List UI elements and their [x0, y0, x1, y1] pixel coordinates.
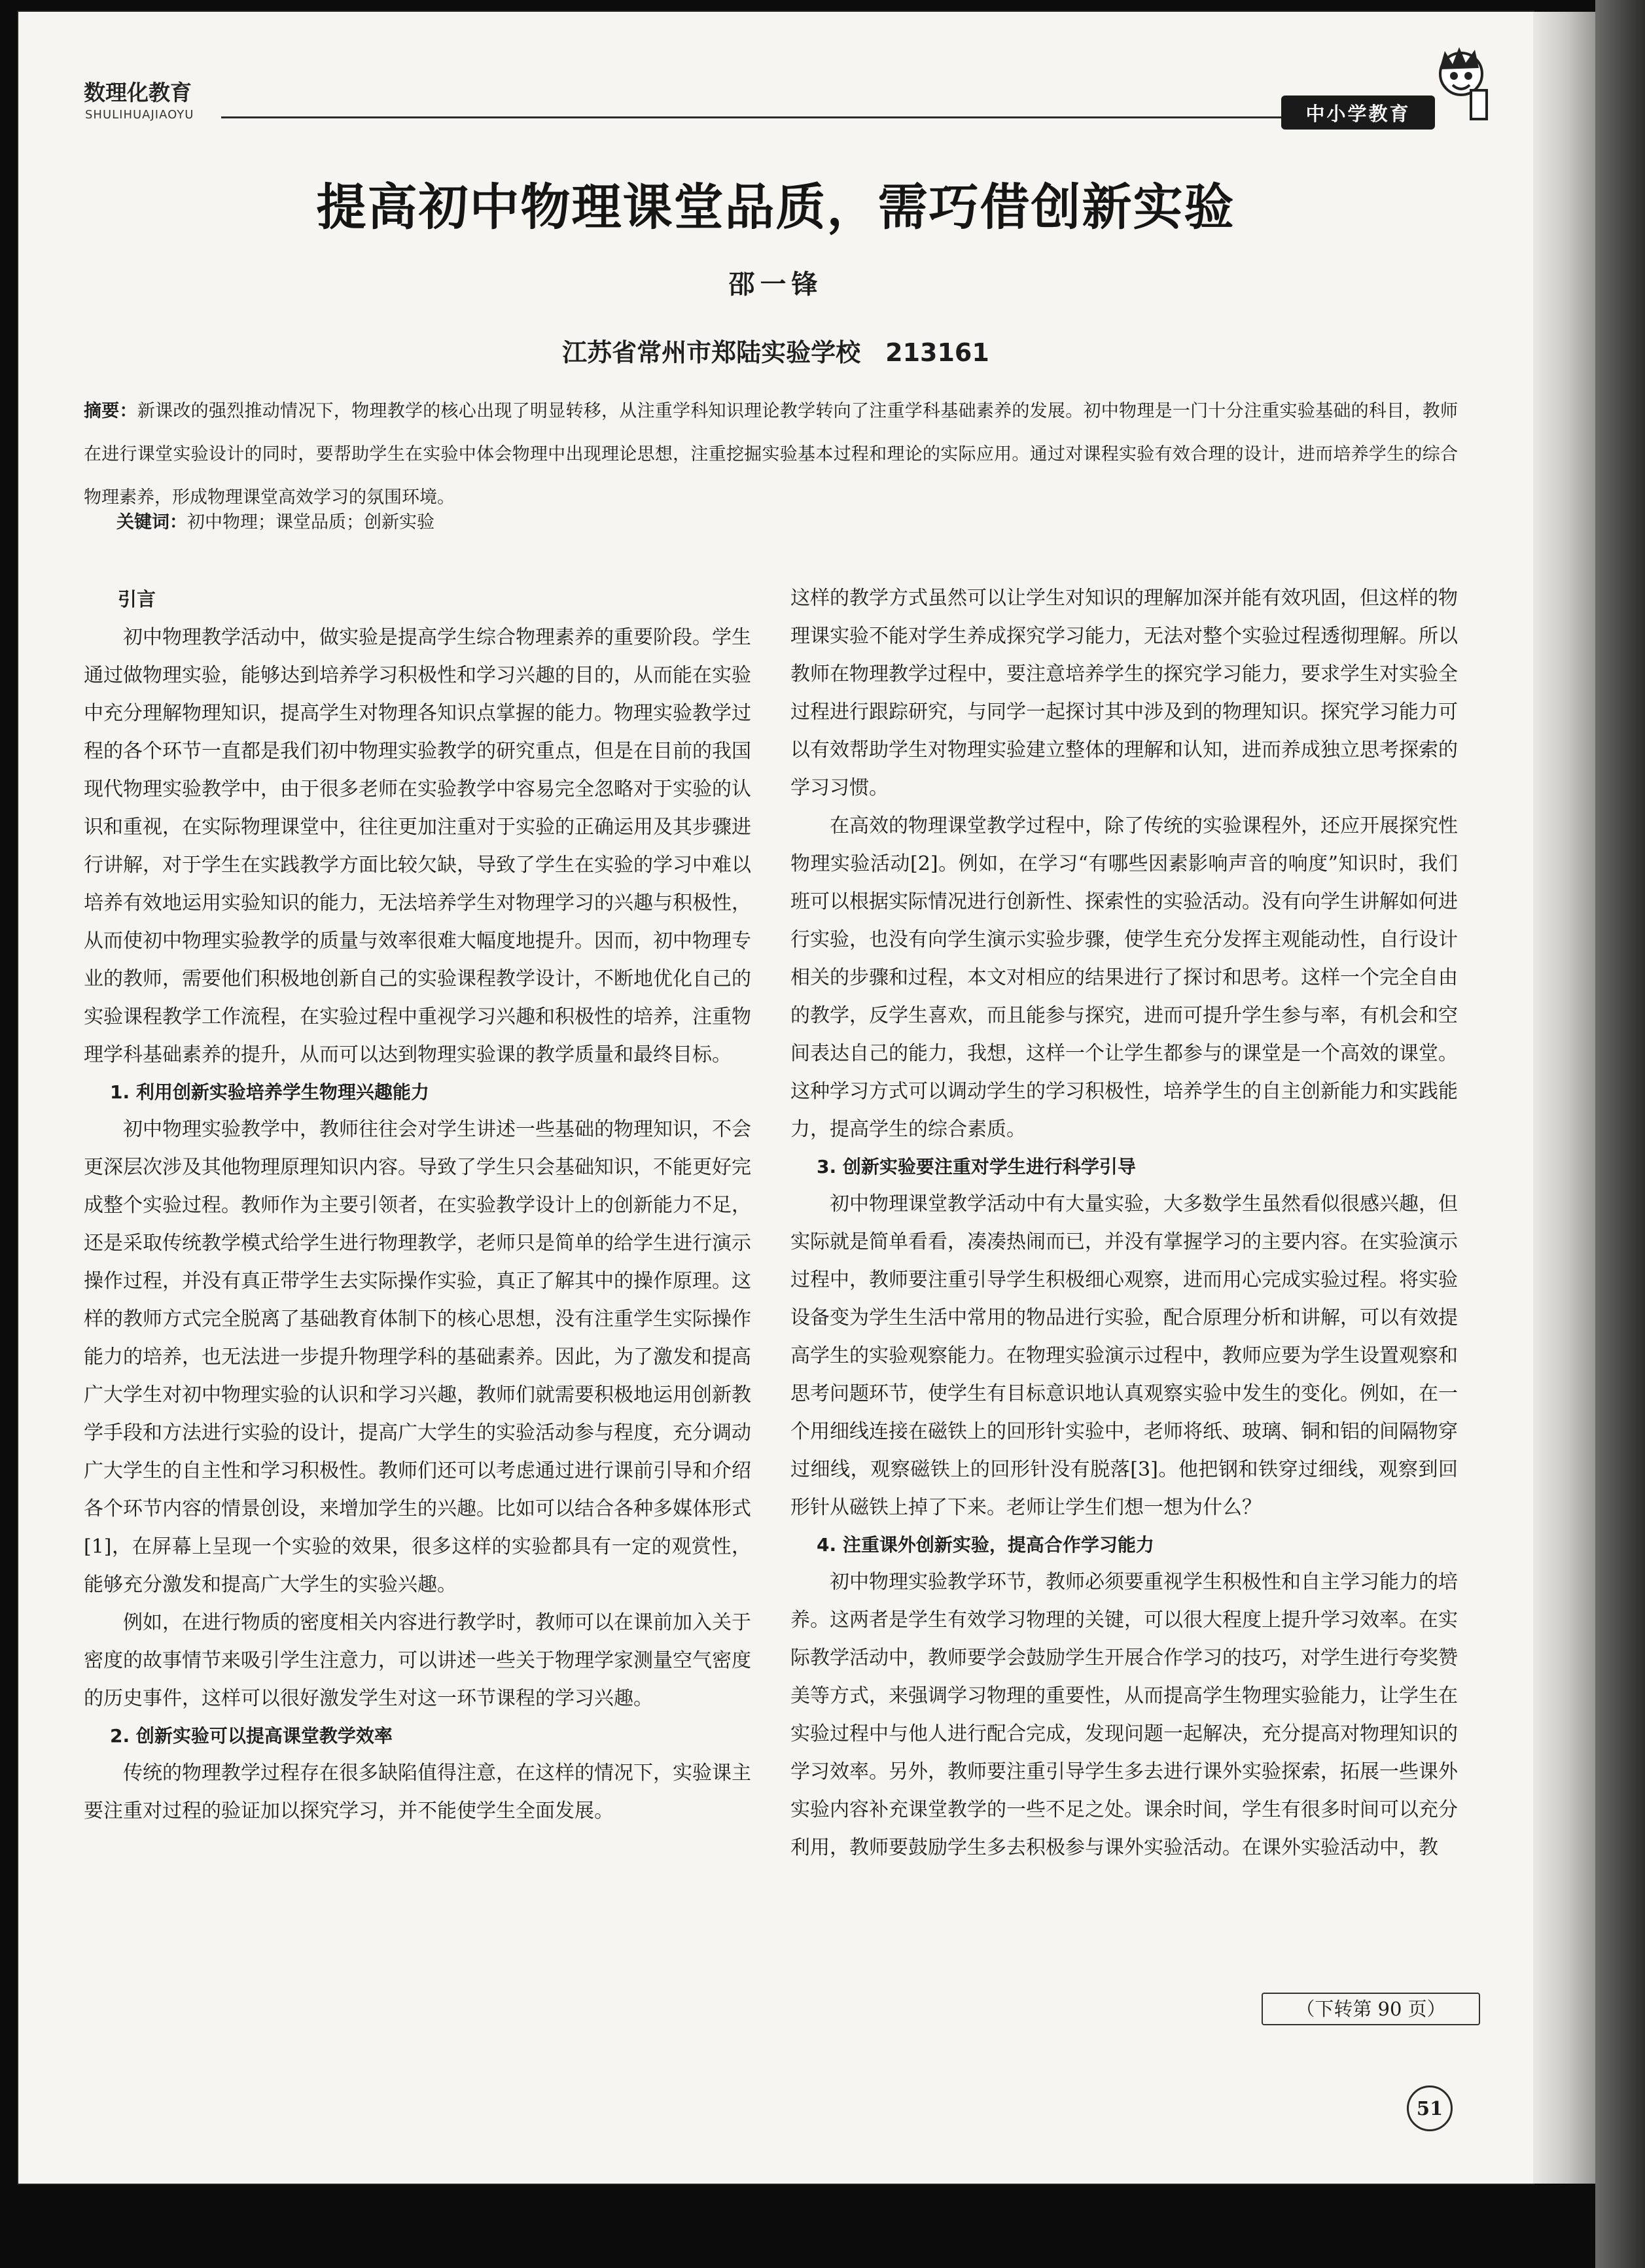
- journal-title-cn: 数理化教育: [84, 80, 192, 105]
- paragraph: 初中物理实验教学中，教师往往会对学生讲述一些基础的物理知识，不会更深层次涉及其他物理原理知识内容。导致了学生只会基础知识，不能更好完成整个实验过程。教师作为主要引领者，在实验教学设计上的创新能力不足，还是采取传统教学模式给学生进行物理教学，老师只是简单的给学生进行演示操作过程，并没有真正带学生去实际操作实验，真正了解其中的操作原理。这样的教师方式完全脱离了基础教育体制下的核心思想，没有注重学生实际操作能力的培养，也无法进一步提升物理学科的基础素养。因此，为了激发和提高广大学生对初中物理实验的认识和学习兴趣，教师们就需要积极地运用创新教学手段和方法进行实验的设计，提高广大学生的实验活动参与程度，充分调动广大学生的自主性和学习积极性。教师们还可以考虑通过进行课前引导和介绍各个环节内容的情景创设，来增加学生的兴趣。比如可以结合各种多媒体形式[1]，在屏幕上呈现一个实验的效果，很多这样的实验都具有一定的观赏性，能够充分激发和提高广大学生的实验兴趣。: [84, 1118, 751, 1596]
- page-binding-edge: [1533, 12, 1595, 2184]
- paragraph: 初中物理实验教学环节，教师必须要重视学生积极性和自主学习能力的培养。这两者是学生有效学习物理的关键，可以很大程度上提升学习效率。在实际教学活动中，教师要学会鼓励学生开展合作学习的技巧，对学生进行夸奖赞美等方式，来强调学习物理的重要性，从而提高学生物理实验能力，让学生在实验过程中与他人进行配合完成，发现问题一起解决，充分提高对物理知识的学习效率。另外，教师要注重引导学生多去进行课外实验探索，拓展一些课外实验内容补充课堂教学的一些不足之处。课余时间，学生有很多时间可以充分利用，教师要鼓励学生多去积极参与课外实验活动。在课外实验活动中，教: [790, 1571, 1458, 1859]
- keywords-label: 关键词：: [116, 512, 187, 532]
- abstract-label: 摘要：: [84, 401, 137, 421]
- scanner-edge: [1595, 0, 1645, 2268]
- journal-page: [18, 12, 1533, 2184]
- right-column: [790, 580, 1458, 1867]
- paragraph: 在高效的物理课堂教学过程中，除了传统的实验课程外，还应开展探究性物理实验活动[2]。例如，在学习“有哪些因素影响声音的响度”知识时，我们班可以根据实际情况进行创新性、探索性的实验活动。没有向学生讲解如何进行实验，也没有向学生演示实验步骤，使学生充分发挥主观能动性，自行设计相关的步骤和过程，本文对相应的结果进行了探讨和思考。这样一个完全自由的教学，反学生喜欢，而且能参与探究，进而可提升学生参与率，有机会和空间表达自己的能力，我想，这样一个让学生都参与的课堂是一个高效的课堂。这种学习方式可以调动学生的学习积极性，培养学生的自主创新能力和实践能力，提高学生的综合素质。: [790, 814, 1458, 1141]
- paragraph: 例如，在进行物质的密度相关内容进行教学时，教师可以在课前加入关于密度的故事情节来吸引学生注意力，可以讲述一些关于物理学家测量空气密度的历史事件，这样可以很好激发学生对这一环节课程的学习兴趣。: [84, 1611, 751, 1710]
- section-badge: 中小学教育: [1281, 96, 1435, 130]
- author-name: 邵一锋: [728, 269, 823, 300]
- header-rule: [221, 116, 1281, 118]
- paragraph: 初中物理教学活动中，做实验是提高学生综合物理素养的重要阶段。学生通过做物理实验，能够达到培养学习积极性和学习兴趣的目的，从而能在实验中充分理解物理知识，提高学生对物理各知识点掌握的能力。物理实验教学过程的各个环节一直都是我们初中物理实验教学的研究重点，但是在目前的我国现代物理实验教学中，由于很多老师在实验教学中容易完全忽略对于实验的认识和重视，在实际物理课堂中，往往更加注重对于实验的正确运用及其步骤进行讲解，对于学生在实践教学方面比较欠缺，导致了学生在实验的学习中难以培养有效地运用实验知识的能力，无法培养学生对物理学习的兴趣与积极性，从而使初中物理实验教学的质量与效率很难大幅度地提升。因而，初中物理专业的教师，需要他们积极地创新自己的实验课程教学设计，不断地优化自己的实验课程教学工作流程，在实验过程中重视学习兴趣和积极性的培养，注重物理学科基础素养的提升，从而可以达到物理实验课的教学质量和最终目标。: [84, 626, 751, 1066]
- author-affiliation: 江苏省常州市郑陆实验学校 213161: [562, 338, 989, 367]
- section-heading-2: 2. 创新实验可以提高课堂教学效率: [110, 1725, 393, 1747]
- left-column: [84, 580, 751, 1830]
- page-number: 51: [1407, 2085, 1453, 2131]
- keywords-text: 初中物理；课堂品质；创新实验: [187, 512, 434, 532]
- keywords: [116, 506, 434, 539]
- journal-title-en: SHULIHUAJIAOYU: [85, 108, 194, 122]
- intro-heading: 引言: [118, 588, 156, 610]
- abstract: [84, 390, 1458, 519]
- paragraph: 这样的教学方式虽然可以让学生对知识的理解加深并能有效巩固，但这样的物理课实验不能对学生养成探究学习能力，无法对整个实验过程透彻理解。所以教师在物理教学过程中，要注意培养学生的探究学习能力，要求学生对实验全过程进行跟踪研究，与同学一起探讨其中涉及到的物理知识。探究学习能力可以有效帮助学生对物理实验建立整体的理解和认知，进而养成独立思考探索的学习习惯。: [790, 587, 1458, 799]
- paragraph: 传统的物理教学过程存在很多缺陷值得注意，在这样的情况下，实验课主要注重对过程的验证加以探究学习，并不能使学生全面发展。: [84, 1762, 751, 1823]
- abstract-text: 新课改的强烈推动情况下，物理教学的核心出现了明显转移，从注重学科知识理论教学转向了注重学科基础素养的发展。初中物理是一门十分注重实验基础的科目，教师在进行课堂实验设计的同时，要帮助学生在实验中体会物理中出现理论思想，注重挖掘实验基本过程和理论的实际应用。通过对课程实验有效合理的设计，进而培养学生的综合物理素养，形成物理课堂高效学习的氛围环境。: [84, 401, 1459, 508]
- section-heading-4: 4. 注重课外创新实验，提高合作学习能力: [817, 1534, 1154, 1556]
- section-heading-1: 1. 利用创新实验培养学生物理兴趣能力: [110, 1081, 429, 1103]
- section-heading-3: 3. 创新实验要注重对学生进行科学引导: [817, 1156, 1136, 1178]
- paragraph: 初中物理课堂教学活动中有大量实验，大多数学生虽然看似很感兴趣，但实际就是简单看看，凑凑热闹而已，并没有掌握学习的主要内容。在实验演示过程中，教师要注重引导学生积极细心观察，进而用心完成实验过程。将实验设备变为学生生活中常用的物品进行实验，配合原理分析和讲解，可以有效提高学生的实验观察能力。在物理实验演示过程中，教师应要为学生设置观察和思考问题环节，使学生有目标意识地认真观察实验中发生的变化。例如，在一个用细线连接在磁铁上的回形针实验中，老师将纸、玻璃、铜和铝的间隔物穿过细线，观察磁铁上的回形针没有脱落[3]。他把钢和铁穿过细线，观察到回形针从磁铁上掉了下来。老师让学生们想一想为什么？: [790, 1193, 1458, 1519]
- continued-note: （下转第 90 页）: [1262, 1993, 1480, 2025]
- mascot-icon: [1425, 44, 1497, 130]
- article-title: 提高初中物理课堂品质，需巧借创新实验: [316, 178, 1235, 236]
